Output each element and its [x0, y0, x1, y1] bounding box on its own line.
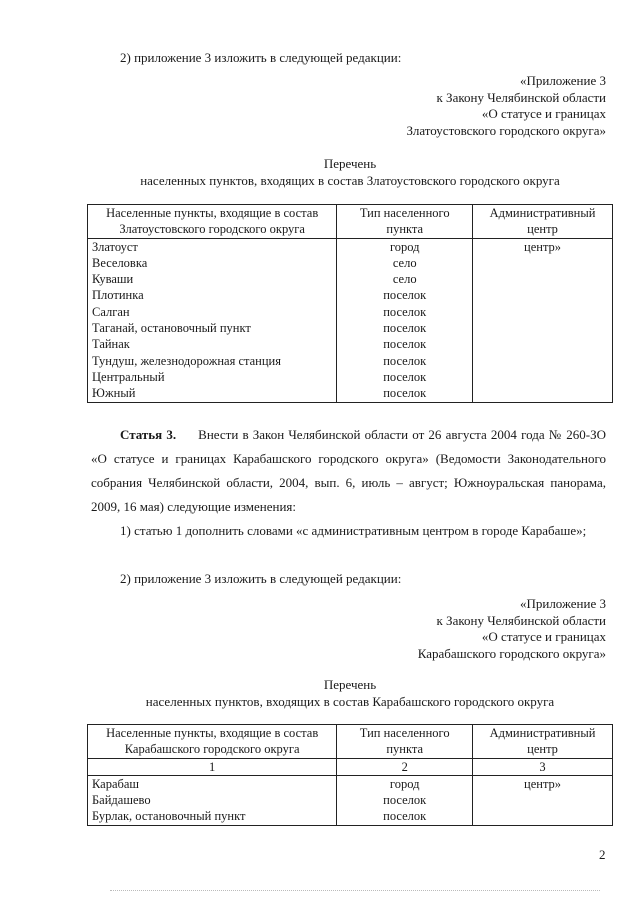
admin-center [473, 336, 613, 352]
settlement-name: Карабаш [88, 775, 337, 792]
section1-intro: 2) приложение 3 изложить в следующей редакции: [120, 50, 402, 65]
settlements-table-2 [87, 724, 613, 826]
settlement-name: Южный [88, 385, 337, 402]
list-title-1 [30, 156, 640, 189]
settlement-name: Салган [88, 304, 337, 320]
settlement-type: поселок [337, 320, 473, 336]
table-header-cell: Населенные пункты, входящие в состав Златоустовского городского округа [88, 205, 337, 239]
article-3-item-1 [91, 519, 606, 543]
admin-center [473, 255, 613, 271]
settlement-name: Тайнак [88, 336, 337, 352]
admin-center [473, 353, 613, 369]
article-3-item-2: 2) приложение 3 изложить в следующей редакции: [120, 571, 402, 586]
appendix-header-1 [246, 73, 606, 139]
table-row [88, 353, 613, 369]
settlement-type: поселок [337, 792, 473, 808]
item-1-text: 1) статью 1 дополнить словами «с административным центром в городе Карабаше»; [120, 523, 587, 538]
table-header-row [88, 725, 613, 759]
appendix-header-line: «Приложение 3 [519, 73, 606, 88]
column-number: 2 [337, 758, 473, 775]
admin-center [473, 792, 613, 808]
appendix-header-line: к Закону Челябинской области [436, 612, 606, 628]
article-label: Статья 3. [120, 427, 177, 442]
table-row [88, 271, 613, 287]
settlement-name: Бурлак, остановочный пункт [88, 808, 337, 825]
table-row [88, 304, 613, 320]
table-row [88, 775, 613, 792]
scan-artifact-divider [110, 890, 600, 892]
table-row [88, 320, 613, 336]
list-title-line: Перечень [323, 156, 377, 171]
table-row [88, 255, 613, 271]
settlement-type: поселок [337, 353, 473, 369]
table-row [88, 238, 613, 255]
table-row [88, 336, 613, 352]
settlement-name: Веселовка [88, 255, 337, 271]
article-3-paragraph [91, 423, 606, 519]
table-header-cell: Населенные пункты, входящие в состав Карабашского городского округа [88, 725, 337, 759]
column-number: 3 [473, 758, 613, 775]
settlement-type: поселок [337, 287, 473, 303]
article-text: Внести в Закон Челябинской области от 26 августа 2004 года № 260-ЗО «О статусе и границах Карабашского городского округа» (Ведомости Законодательного собрания Челябинской области, 2004, вып. 6, июль – август; Южноуральская панорама, 2009, 16 мая) следующие изменения: [91, 427, 607, 514]
table-row [88, 385, 613, 402]
admin-center [473, 320, 613, 336]
list-title-line: населенных пунктов, входящих в состав Карабашского городского округа [145, 693, 555, 709]
settlement-type: поселок [337, 336, 473, 352]
page-number: 2 [599, 847, 606, 862]
settlement-name: Таганай, остановочный пункт [88, 320, 337, 336]
table-row [88, 808, 613, 825]
settlement-type: поселок [337, 369, 473, 385]
table-header-cell: Тип населенного пункта [337, 725, 473, 759]
settlement-type: город [337, 775, 473, 792]
list-title-line: Перечень [323, 677, 377, 692]
admin-center [473, 287, 613, 303]
settlement-type: поселок [337, 385, 473, 402]
settlement-name: Байдашево [88, 792, 337, 808]
list-title-2 [30, 677, 640, 710]
settlement-name: Плотинка [88, 287, 337, 303]
list-title-line: населенных пунктов, входящих в состав Златоустовского городского округа [140, 172, 560, 188]
settlement-name: Куваши [88, 271, 337, 287]
admin-center [473, 304, 613, 320]
table-row [88, 287, 613, 303]
appendix-header-line: Златоустовского городского округа» [406, 122, 606, 138]
appendix-header-line: «Приложение 3 [519, 596, 606, 611]
admin-center: центр» [473, 775, 613, 792]
table-row [88, 792, 613, 808]
settlement-type: поселок [337, 808, 473, 825]
admin-center [473, 808, 613, 825]
table-header-cell: Тип населенного пункта [337, 205, 473, 239]
settlement-name: Тундуш, железнодорожная станция [88, 353, 337, 369]
settlement-type: город [337, 238, 473, 255]
settlement-type: село [337, 255, 473, 271]
appendix-header-line: к Закону Челябинской области [436, 89, 606, 105]
appendix-header-line: «О статусе и границах [481, 106, 606, 121]
settlement-type: поселок [337, 304, 473, 320]
appendix-header-2 [246, 596, 606, 662]
column-number: 1 [88, 758, 337, 775]
settlement-name: Златоуст [88, 238, 337, 255]
table-row [88, 369, 613, 385]
table-number-row [88, 758, 613, 775]
settlement-type: село [337, 271, 473, 287]
admin-center: центр» [473, 238, 613, 255]
admin-center [473, 385, 613, 402]
settlements-table-1 [87, 204, 613, 403]
appendix-header-line: Карабашского городского округа» [417, 645, 606, 661]
admin-center [473, 271, 613, 287]
settlement-name: Центральный [88, 369, 337, 385]
table-header-cell: Административный центр [473, 205, 613, 239]
admin-center [473, 369, 613, 385]
appendix-header-line: «О статусе и границах [481, 629, 606, 644]
table-header-row [88, 205, 613, 239]
table-header-cell: Административный центр [473, 725, 613, 759]
